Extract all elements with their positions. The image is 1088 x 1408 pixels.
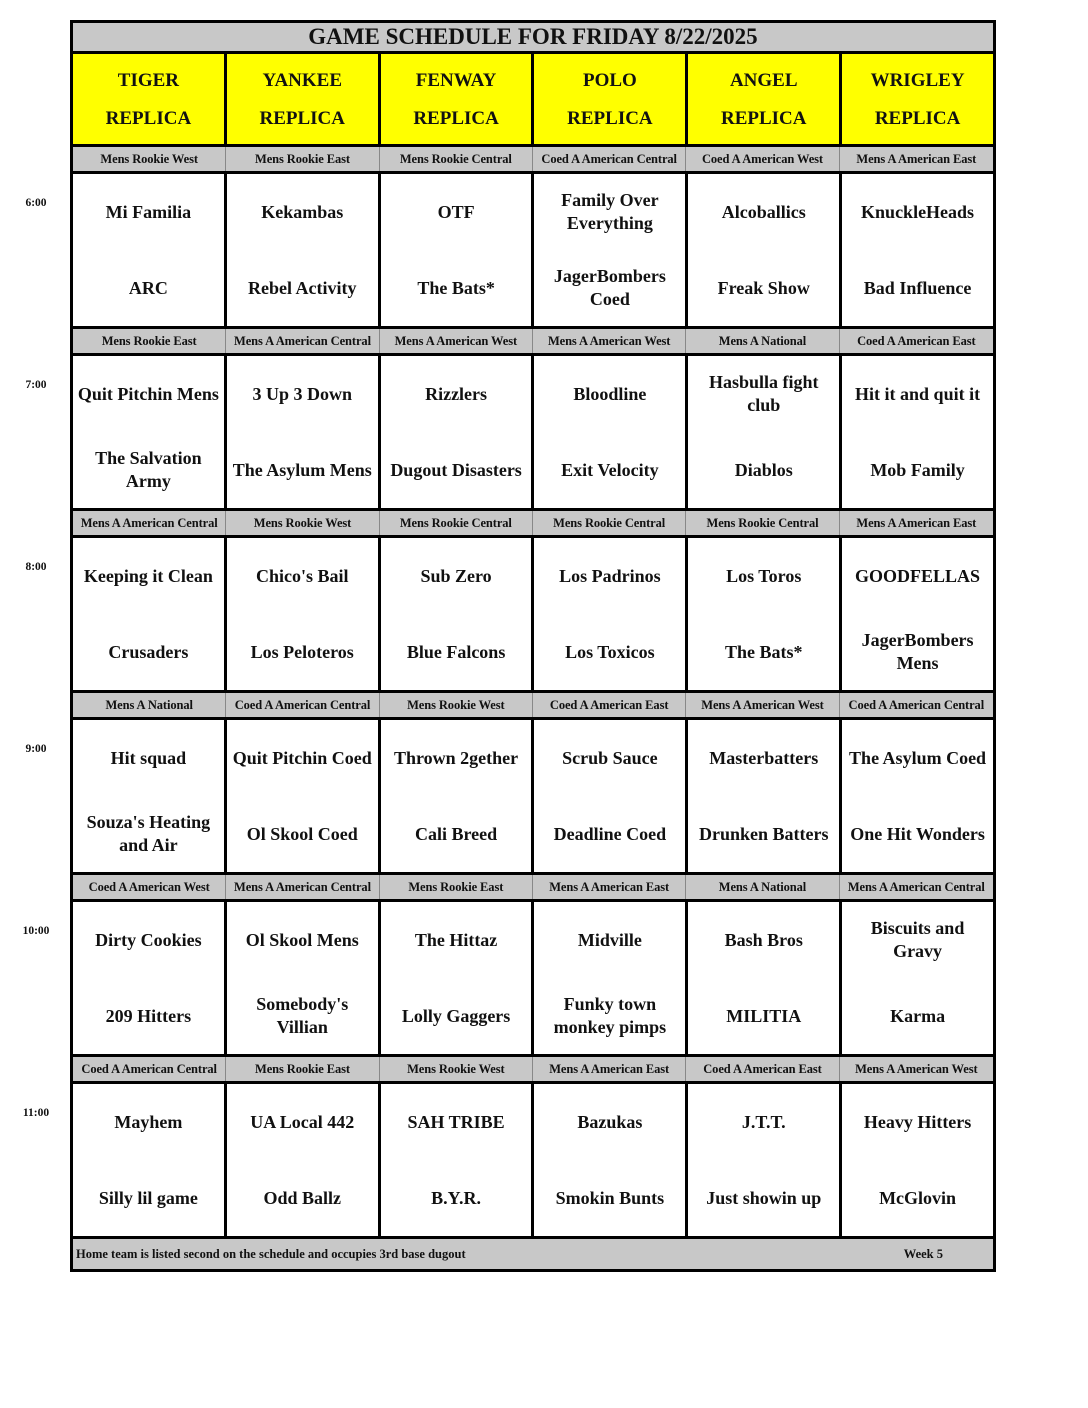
division-label: Mens Rookie Central [533, 511, 686, 535]
away-team: The Asylum Coed [849, 747, 987, 768]
home-team: McGlovin [879, 1187, 957, 1208]
division-label: Mens Rookie East [226, 147, 379, 171]
away-team: Rizzlers [425, 383, 488, 404]
division-label: Mens A American East [856, 151, 977, 166]
away-team: Thrown 2gether [393, 747, 519, 768]
game-cell [227, 538, 378, 690]
game-cell [688, 356, 839, 508]
game-cell [534, 538, 685, 690]
time-label: 8:00 [25, 561, 47, 573]
away-team: SAH TRIBE [407, 1111, 505, 1132]
field-name: FENWAY [415, 70, 497, 91]
field-type: REPLICA [874, 108, 961, 129]
division-row [70, 875, 996, 899]
division-row [70, 1057, 996, 1081]
field-type: REPLICA [259, 108, 345, 129]
game-cell [688, 720, 839, 872]
field-name: TIGER [117, 70, 180, 91]
game-cell [227, 356, 378, 508]
home-team: Los Peloteros [250, 641, 354, 662]
division-label: Coed A American East [686, 1057, 839, 1081]
division-label: Mens A American East [533, 875, 686, 899]
game-cell [73, 174, 224, 326]
away-team: Mi Familia [105, 201, 192, 222]
away-team: Keeping it Clean [83, 565, 213, 586]
division-label: Mens A American West [855, 1061, 978, 1076]
division-label: Coed A American Central [533, 147, 686, 171]
away-team: Quit Pitchin Coed [232, 747, 372, 768]
footer-week: Week 5 [903, 1246, 943, 1261]
home-team: Crusaders [108, 641, 189, 662]
division-label: Mens Rookie West [380, 1057, 533, 1081]
home-team: Smokin Bunts [555, 1187, 665, 1208]
game-cell [227, 1084, 378, 1236]
game-cell [227, 174, 378, 326]
division-label: Mens Rookie East [226, 1057, 379, 1081]
game-cell [842, 720, 993, 872]
away-team: Kekambas [261, 201, 344, 222]
away-team: Mayhem [114, 1111, 183, 1132]
game-row [70, 171, 996, 329]
home-team: Mob Family [870, 459, 965, 480]
field-header-wrigley [842, 54, 993, 144]
away-team: Midville [577, 929, 642, 950]
time-slot [22, 1057, 996, 1239]
field-header-yankee [227, 54, 378, 144]
away-team: UA Local 442 [250, 1111, 355, 1132]
away-team: Quit Pitchin Mens [77, 383, 219, 404]
game-cell [381, 356, 532, 508]
time-label: 10:00 [22, 925, 50, 937]
division-label: Coed A American West [686, 147, 839, 171]
game-cell [381, 720, 532, 872]
home-team: Los Toxicos [565, 641, 655, 662]
away-team: Los Padrinos [559, 565, 661, 586]
field-type: REPLICA [720, 108, 807, 129]
game-cell [73, 538, 224, 690]
away-team: Hasbulla fight club [708, 372, 819, 415]
field-name: POLO [582, 70, 637, 91]
home-team: Silly lil game [98, 1187, 198, 1208]
away-team: Sub Zero [420, 565, 492, 586]
game-cell [534, 720, 685, 872]
field-header-angel [688, 54, 839, 144]
division-label: Coed A American Central [226, 693, 379, 717]
home-team: ARC [128, 277, 168, 298]
home-team: Just showin up [706, 1187, 822, 1208]
time-slot [22, 875, 996, 1057]
division-label: Mens A American West [686, 693, 839, 717]
schedule-sheet [22, 20, 996, 1272]
home-team: JagerBombers Coed [553, 266, 666, 309]
schedule-title: GAME SCHEDULE FOR FRIDAY 8/22/2025 [70, 20, 996, 54]
time-slots [22, 147, 996, 1239]
game-cell [227, 902, 378, 1054]
field-name: ANGEL [729, 70, 798, 91]
away-team: Bazukas [577, 1111, 643, 1132]
game-cell [227, 720, 378, 872]
division-label: Mens A American Central [226, 875, 379, 899]
away-team: GOODFELLAS [855, 565, 981, 586]
game-cell [534, 356, 685, 508]
field-type: REPLICA [105, 108, 192, 129]
home-team: MILITIA [726, 1005, 802, 1026]
division-label: Mens Rookie West [380, 693, 533, 717]
time-slot [25, 147, 996, 329]
away-team: 3 Up 3 Down [252, 383, 352, 404]
time-slot [25, 693, 996, 875]
away-team: Bloodline [573, 383, 647, 404]
field-header-row [70, 54, 996, 147]
game-cell [842, 1084, 993, 1236]
division-label: Mens A American Central [226, 329, 379, 353]
home-team: Rebel Activity [248, 277, 357, 298]
home-team: Souza's Heating and Air [86, 812, 211, 855]
home-team: Drunken Batters [698, 823, 829, 844]
game-row [70, 717, 996, 875]
time-label: 11:00 [22, 1107, 50, 1119]
field-header-polo [534, 54, 685, 144]
field-header-fenway [381, 54, 532, 144]
division-label: Mens A National [686, 875, 839, 899]
time-label: 9:00 [25, 743, 47, 755]
away-team: The Hittaz [414, 929, 498, 950]
division-label: Mens A American Central [73, 511, 226, 535]
division-label: Mens Rookie West [73, 147, 226, 171]
game-row [70, 535, 996, 693]
division-row [70, 693, 996, 717]
home-team: Exit Velocity [561, 459, 659, 480]
home-team: Deadline Coed [553, 823, 667, 844]
away-team: Hit it and quit it [855, 383, 981, 404]
away-team: OTF [437, 201, 475, 222]
away-team: J.T.T. [741, 1111, 786, 1132]
game-cell [842, 174, 993, 326]
game-cell [688, 538, 839, 690]
home-team: Karma [890, 1005, 946, 1026]
division-label: Mens A American East [856, 515, 977, 530]
time-label: 6:00 [25, 197, 47, 209]
home-team: Lolly Gaggers [401, 1005, 511, 1026]
away-team: Heavy Hitters [863, 1111, 972, 1132]
away-team: Masterbatters [709, 747, 819, 768]
game-cell [842, 902, 993, 1054]
away-team: Dirty Cookies [95, 929, 202, 950]
game-cell [73, 1084, 224, 1236]
game-cell [73, 720, 224, 872]
away-team: Biscuits and Gravy [870, 918, 965, 961]
away-team: Hit squad [110, 747, 187, 768]
division-label: Coed A American Central [73, 1057, 226, 1081]
home-team: The Asylum Mens [232, 459, 372, 480]
game-cell [381, 538, 532, 690]
field-type: REPLICA [413, 108, 499, 129]
game-cell [842, 356, 993, 508]
game-cell [688, 174, 839, 326]
game-row [70, 353, 996, 511]
field-type: REPLICA [567, 108, 653, 129]
away-team: Alcoballics [721, 201, 806, 222]
schedule-footer [70, 1239, 996, 1272]
division-row [70, 147, 996, 171]
time-label: 7:00 [25, 379, 47, 391]
division-label: Coed A American Central [848, 697, 985, 712]
game-cell [534, 174, 685, 326]
home-team: JagerBombers Mens [861, 630, 974, 673]
division-label: Coed A American West [73, 875, 226, 899]
away-team: KnuckleHeads [861, 201, 975, 222]
game-cell [73, 356, 224, 508]
away-team: Bash Bros [724, 929, 803, 950]
home-team: One Hit Wonders [850, 823, 985, 844]
division-label: Mens A National [686, 329, 839, 353]
home-team: Odd Ballz [263, 1187, 341, 1208]
field-name: YANKEE [262, 70, 343, 91]
division-label: Mens Rookie Central [380, 147, 533, 171]
game-row [70, 899, 996, 1057]
game-cell [381, 174, 532, 326]
division-label: Mens Rookie Central [380, 511, 533, 535]
division-label: Mens A American Central [847, 879, 985, 894]
division-row [70, 329, 996, 353]
home-team: Diablos [734, 459, 793, 480]
footer-note: Home team is listed second on the schedule and occupies 3rd base dugout [76, 1246, 466, 1261]
division-label: Mens A National [73, 693, 226, 717]
game-cell [688, 1084, 839, 1236]
division-label: Mens Rookie West [226, 511, 379, 535]
away-team: Los Toros [726, 565, 802, 586]
home-team: Ol Skool Coed [246, 823, 358, 844]
division-label: Coed A American East [533, 693, 686, 717]
game-cell [381, 1084, 532, 1236]
home-team: Blue Falcons [406, 641, 506, 662]
home-team: The Bats* [724, 641, 803, 662]
home-team: The Salvation Army [95, 448, 202, 491]
game-row [70, 1081, 996, 1239]
division-label: Mens Rookie Central [686, 511, 839, 535]
division-label: Mens Rookie East [73, 329, 226, 353]
home-team: Funky town monkey pimps [553, 994, 667, 1037]
away-team: Scrub Sauce [562, 747, 658, 768]
division-label: Mens A American West [380, 329, 533, 353]
home-team: The Bats* [417, 277, 495, 298]
home-team: Dugout Disasters [390, 459, 522, 480]
division-label: Coed A American East [857, 333, 976, 348]
time-slot [25, 329, 996, 511]
game-cell [534, 1084, 685, 1236]
home-team: Freak Show [717, 277, 810, 298]
game-cell [842, 538, 993, 690]
time-slot [25, 511, 996, 693]
game-cell [73, 902, 224, 1054]
home-team: 209 Hitters [105, 1005, 192, 1026]
away-team: Family Over Everything [561, 190, 659, 233]
field-header-tiger [73, 54, 224, 144]
home-team: Cali Breed [414, 823, 498, 844]
home-team: Bad Influence [863, 277, 972, 298]
division-label: Mens Rookie East [380, 875, 533, 899]
field-name: WRIGLEY [870, 70, 965, 91]
division-row [70, 511, 996, 535]
game-cell [381, 902, 532, 1054]
home-team: Somebody's Villian [256, 994, 349, 1037]
game-cell [688, 902, 839, 1054]
away-team: Chico's Bail [255, 565, 349, 586]
game-cell [534, 902, 685, 1054]
away-team: Ol Skool Mens [245, 929, 359, 950]
division-label: Mens A American West [533, 329, 686, 353]
home-team: B.Y.R. [431, 1187, 481, 1208]
division-label: Mens A American East [533, 1057, 686, 1081]
